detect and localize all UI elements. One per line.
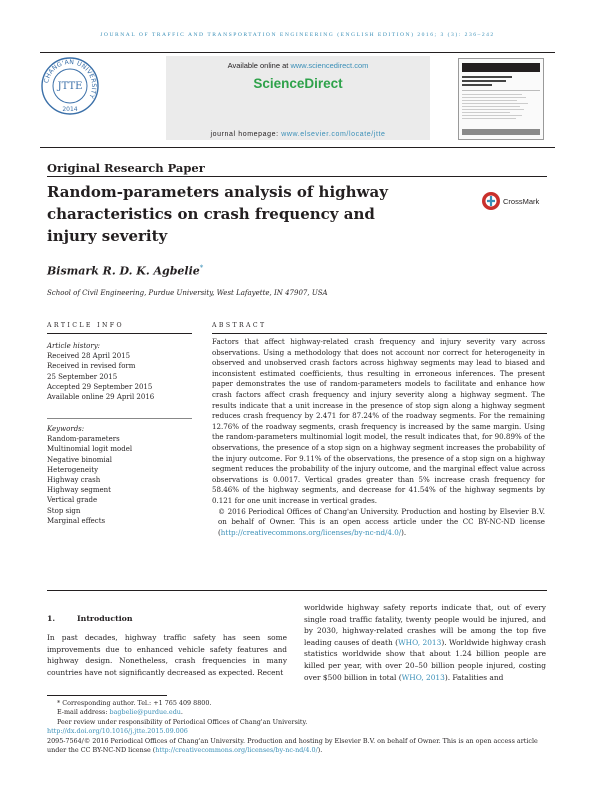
homepage-link[interactable]: www.elsevier.com/locate/jtte: [281, 131, 386, 138]
sciencedirect-link[interactable]: www.sciencedirect.com: [290, 61, 369, 70]
keyword-item: Stop sign: [47, 506, 81, 515]
keyword-item: Highway segment: [47, 486, 111, 495]
paper-type-rule: [47, 176, 547, 177]
email-link[interactable]: bagbelie@purdue.edu: [109, 708, 181, 717]
affiliation: School of Civil Engineering, Purdue University, West Lafayette, IN 47907, USA: [47, 289, 328, 297]
front-matter-bottom-rule: [47, 590, 547, 591]
crossmark-label: CrossMark: [503, 197, 540, 206]
abstract-body: [212, 337, 545, 538]
footnote-rule: [47, 695, 167, 696]
logo-center-text: JTTE: [57, 81, 83, 92]
citation-link[interactable]: WHO, 2013: [398, 637, 442, 647]
available-online: Available online at www.sciencedirect.com: [227, 61, 369, 70]
keyword-item: Random-parameters: [47, 435, 120, 444]
logo-year: 2014: [62, 106, 78, 113]
journal-homepage: journal homepage: www.elsevier.com/locate/jtte: [210, 131, 386, 138]
keyword-item: Negative binomial: [47, 455, 113, 464]
keywords-list: [47, 424, 192, 526]
citation-link[interactable]: WHO, 2013: [401, 672, 445, 682]
header-bottom-rule: [40, 147, 555, 148]
journal-running-head: JOURNAL OF TRAFFIC AND TRANSPORTATION ENGINEERING (ENGLISH EDITION) 2016; 3 (3): 236–242: [100, 32, 495, 38]
journal-logo: [40, 56, 100, 116]
section-title: Introduction: [77, 614, 133, 623]
crossmark-badge[interactable]: [481, 189, 551, 213]
article-history: [47, 341, 192, 402]
history-rule: [47, 418, 192, 419]
history-item: Received in revised form: [47, 362, 136, 371]
keywords-label: Keywords:: [47, 425, 85, 433]
peer-review-note: Peer review under responsibility of Periodical Offices of Chang'an University.: [57, 717, 308, 726]
keyword-item: Marginal effects: [47, 516, 106, 525]
footer-license-link[interactable]: http://creativecommons.org/licenses/by-nc-nd/4.0/: [155, 746, 318, 755]
abstract-copyright: © 2016 Periodical Offices of Chang'an University. Production and hosting by Elsevier B.V. on behalf of Owner. This is an open access article under the CC BY-NC-ND license (http://creativecommons.org/licenses/by-nc-nd/4.0/).: [218, 506, 545, 537]
keyword-item: Vertical grade: [47, 496, 98, 505]
article-title: Random-parameters analysis of highway characteristics on crash frequency and injury severity: [47, 183, 388, 245]
journal-cover-thumbnail: [458, 58, 544, 140]
doi-link[interactable]: http://dx.doi.org/10.1016/j.jtte.2015.09.006: [47, 727, 188, 736]
history-label: Article history:: [47, 342, 101, 350]
keyword-item: Highway crash: [47, 476, 101, 485]
sciencedirect-brand[interactable]: ScienceDirect: [253, 76, 343, 91]
article-info-heading: ARTICLE INFO: [47, 322, 124, 329]
keyword-item: Heterogeneity: [47, 465, 99, 474]
email-note: E-mail address: bagbelie@purdue.edu.: [57, 708, 183, 717]
abstract-rule: [212, 333, 547, 334]
abstract-text: Factors that affect highway-related crash frequency and injury severity vary across observations. Using a methodology that does not account nor correct for heterogeneity in observed and unobserved crash factors across highway segments may lead to biased and inconsistent estimated coefficients, thus resulting in erroneous inferences. The present paper demonstrates the use of random-parameters models to facilitate and enhance how crash factors affect crash frequency and injury severity along a highway segment. The results indicate that a unit increase in the presence of stop sign along a highway segment reduces crash frequency by 2.471 for 87.24% of the roadway segments. For the remaining 12.76% of the roadway segments, crash frequency is increased by the same margin. Using the random-parameters multinomial logit model, the result indicates that, for 90.89% of the observations, the presence of a stop sign on a highway segment increases the probability of the injury outcome. For 9.11% of the observations, the presence of a stop sign on a highway segment reduces the probability of the injury outcome, and the marginal effect value across observations is 0.0017. Vertical grades greater than 5% increase crash frequency for 58.46% of the highway segments, and decrease for 41.54% of the highway segments by 0.121 for one unit increase in vertical grades.: [212, 337, 545, 505]
logo-ring-text: CHANG'AN UNIVERSITY: [43, 58, 98, 100]
abstract-heading: ABSTRACT: [212, 322, 267, 329]
paper-type: Original Research Paper: [47, 161, 205, 175]
body-text-right: worldwide highway safety reports indicate that, out of every single road traffic fatality, twenty people would be injured, and by 2030, highway-related crashes will be among the top five leading causes of death (WHO, 2013). Worldwide highway crash statistics worldwide show that about 1.24 billion people are killed per year, with over 20–50 billion people injured, costing over $500 billion in total (WHO, 2013). Fatalities and: [304, 603, 546, 682]
body-text-left: In past decades, highway traffic safety has seen some improvements due to enhanced vehicle safety features and highway design. Nonetheless, crash frequencies in many countries have not significantly decreased as expected. Recent: [47, 633, 287, 677]
author-name: Bismark R. D. K. Agbelie*: [47, 264, 204, 278]
corresponding-author-note: * Corresponding author. Tel.: +1 765 409 8800.: [57, 699, 212, 707]
section-number: 1.: [47, 614, 56, 623]
keyword-item: Multinomial logit model: [47, 445, 133, 454]
issn-license-note: 2095-7564/© 2016 Periodical Offices of Chang'an University. Production and hosting by Elsevier B.V. on behalf of Owner. This is an open access article under the CC BY-NC-ND license (http://creativecommons.org/licenses/by-nc-nd/4.0/).: [47, 736, 538, 755]
history-item: Available online 29 April 2016: [47, 393, 155, 402]
header-top-rule: [40, 52, 555, 53]
license-link[interactable]: http://creativecommons.org/licenses/by-nc-nd/4.0/: [220, 527, 402, 537]
corresponding-mark[interactable]: *: [199, 264, 204, 272]
article-info-rule: [47, 333, 192, 334]
footnotes: [47, 699, 547, 755]
section-heading-introduction: [47, 614, 133, 623]
history-item: 25 September 2015: [47, 372, 118, 381]
history-item: Received 28 April 2015: [47, 352, 131, 361]
history-item: Accepted 29 September 2015: [47, 382, 153, 391]
